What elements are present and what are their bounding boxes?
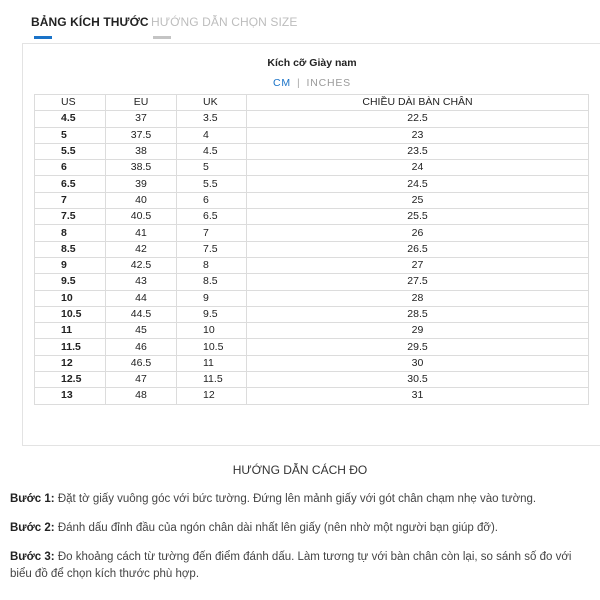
cell-uk: 9 <box>177 290 247 306</box>
inactive-tab-indicator <box>153 36 171 39</box>
cell-eu: 43 <box>106 274 177 290</box>
cell-uk: 3.5 <box>177 111 247 127</box>
cell-foot-length: 24.5 <box>247 176 589 192</box>
table-row <box>35 143 589 159</box>
cell-uk: 9.5 <box>177 306 247 322</box>
step-label: Bước 2: <box>10 522 55 534</box>
cell-us: 12.5 <box>35 372 106 388</box>
tab-bar <box>22 0 600 44</box>
cell-eu: 37 <box>106 111 177 127</box>
unit-inches-option[interactable]: INCHES <box>306 77 351 89</box>
table-row <box>35 241 589 257</box>
cell-eu: 48 <box>106 388 177 404</box>
cell-foot-length: 26.5 <box>247 241 589 257</box>
tab-size-guide[interactable]: HƯỚNG DẪN CHỌN SIZE <box>151 15 298 29</box>
cell-foot-length: 22.5 <box>247 111 589 127</box>
cell-foot-length: 25 <box>247 192 589 208</box>
table-header-row <box>35 95 589 111</box>
table-row <box>35 355 589 371</box>
table-row <box>35 274 589 290</box>
table-row <box>35 111 589 127</box>
guide-step-2 <box>10 520 595 537</box>
step-text: Đặt tờ giấy vuông góc với bức tường. Đứng lên mảnh giấy với gót chân chạm nhẹ vào tường. <box>57 493 537 505</box>
cell-us: 13 <box>35 388 106 404</box>
cell-us: 5 <box>35 127 106 143</box>
cell-eu: 45 <box>106 323 177 339</box>
cell-uk: 7 <box>177 225 247 241</box>
cell-uk: 12 <box>177 388 247 404</box>
tab-size-chart[interactable]: BẢNG KÍCH THƯỚC <box>31 15 149 29</box>
unit-separator: | <box>296 77 301 89</box>
table-row <box>35 388 589 404</box>
cell-us: 9 <box>35 257 106 273</box>
cell-foot-length: 29 <box>247 323 589 339</box>
table-row <box>35 160 589 176</box>
cell-foot-length: 27 <box>247 257 589 273</box>
cell-eu: 44 <box>106 290 177 306</box>
cell-uk: 4 <box>177 127 247 143</box>
cell-eu: 41 <box>106 225 177 241</box>
cell-eu: 44.5 <box>106 306 177 322</box>
size-chart-panel <box>22 44 600 446</box>
cell-uk: 6 <box>177 192 247 208</box>
step-label: Bước 3: <box>10 551 55 563</box>
cell-us: 7.5 <box>35 209 106 225</box>
cell-foot-length: 23.5 <box>247 143 589 159</box>
cell-uk: 8 <box>177 257 247 273</box>
guide-step-1 <box>10 491 595 508</box>
cell-foot-length: 31 <box>247 388 589 404</box>
table-row <box>35 209 589 225</box>
table-row <box>35 372 589 388</box>
header-uk: UK <box>177 95 247 111</box>
cell-eu: 42.5 <box>106 257 177 273</box>
unit-cm-option[interactable]: CM <box>273 77 291 89</box>
cell-us: 11 <box>35 323 106 339</box>
cell-eu: 47 <box>106 372 177 388</box>
cell-eu: 38 <box>106 143 177 159</box>
cell-us: 11.5 <box>35 339 106 355</box>
cell-eu: 37.5 <box>106 127 177 143</box>
table-body <box>35 111 589 404</box>
table-row <box>35 290 589 306</box>
cell-us: 7 <box>35 192 106 208</box>
cell-us: 10.5 <box>35 306 106 322</box>
step-label: Bước 1: <box>10 493 55 505</box>
cell-uk: 10 <box>177 323 247 339</box>
cell-uk: 4.5 <box>177 143 247 159</box>
cell-us: 6 <box>35 160 106 176</box>
cell-eu: 40 <box>106 192 177 208</box>
table-row <box>35 257 589 273</box>
cell-foot-length: 24 <box>247 160 589 176</box>
cell-foot-length: 29.5 <box>247 339 589 355</box>
table-row <box>35 127 589 143</box>
cell-eu: 38.5 <box>106 160 177 176</box>
cell-eu: 42 <box>106 241 177 257</box>
cell-us: 6.5 <box>35 176 106 192</box>
table-row <box>35 339 589 355</box>
table-row <box>35 225 589 241</box>
cell-us: 9.5 <box>35 274 106 290</box>
cell-us: 5.5 <box>35 143 106 159</box>
cell-eu: 40.5 <box>106 209 177 225</box>
cell-uk: 6.5 <box>177 209 247 225</box>
size-table <box>34 94 589 405</box>
cell-foot-length: 26 <box>247 225 589 241</box>
cell-uk: 7.5 <box>177 241 247 257</box>
header-us: US <box>35 95 106 111</box>
table-row <box>35 192 589 208</box>
cell-us: 8.5 <box>35 241 106 257</box>
cell-us: 12 <box>35 355 106 371</box>
cell-eu: 46 <box>106 339 177 355</box>
table-row <box>35 306 589 322</box>
cell-foot-length: 28 <box>247 290 589 306</box>
cell-foot-length: 28.5 <box>247 306 589 322</box>
cell-foot-length: 25.5 <box>247 209 589 225</box>
cell-foot-length: 30 <box>247 355 589 371</box>
cell-us: 4.5 <box>35 111 106 127</box>
cell-foot-length: 23 <box>247 127 589 143</box>
active-tab-indicator <box>34 36 52 39</box>
chart-title: Kích cỡ Giày nam <box>267 57 357 69</box>
cell-uk: 5.5 <box>177 176 247 192</box>
header-eu: EU <box>106 95 177 111</box>
cell-uk: 10.5 <box>177 339 247 355</box>
cell-foot-length: 27.5 <box>247 274 589 290</box>
guide-title: HƯỚNG DẪN CÁCH ĐO <box>232 463 368 477</box>
cell-us: 8 <box>35 225 106 241</box>
step-text: Đánh dấu đỉnh đầu của ngón chân dài nhất lên giấy (nên nhờ một người bạn giúp đỡ). <box>57 522 498 534</box>
cell-eu: 39 <box>106 176 177 192</box>
cell-uk: 8.5 <box>177 274 247 290</box>
header-foot-length: CHIỀU DÀI BÀN CHÂN <box>247 95 589 111</box>
table-row <box>35 176 589 192</box>
unit-toggle <box>23 77 600 89</box>
cell-uk: 11.5 <box>177 372 247 388</box>
step-text: Đo khoảng cách từ tường đến điểm đánh dấu. Làm tương tự với bàn chân còn lại, so sánh số đo với biểu đồ để chọn kích thước phù hợp. <box>10 551 572 580</box>
table-row <box>35 323 589 339</box>
cell-foot-length: 30.5 <box>247 372 589 388</box>
cell-uk: 5 <box>177 160 247 176</box>
cell-eu: 46.5 <box>106 355 177 371</box>
cell-us: 10 <box>35 290 106 306</box>
cell-uk: 11 <box>177 355 247 371</box>
guide-step-3 <box>10 549 595 583</box>
